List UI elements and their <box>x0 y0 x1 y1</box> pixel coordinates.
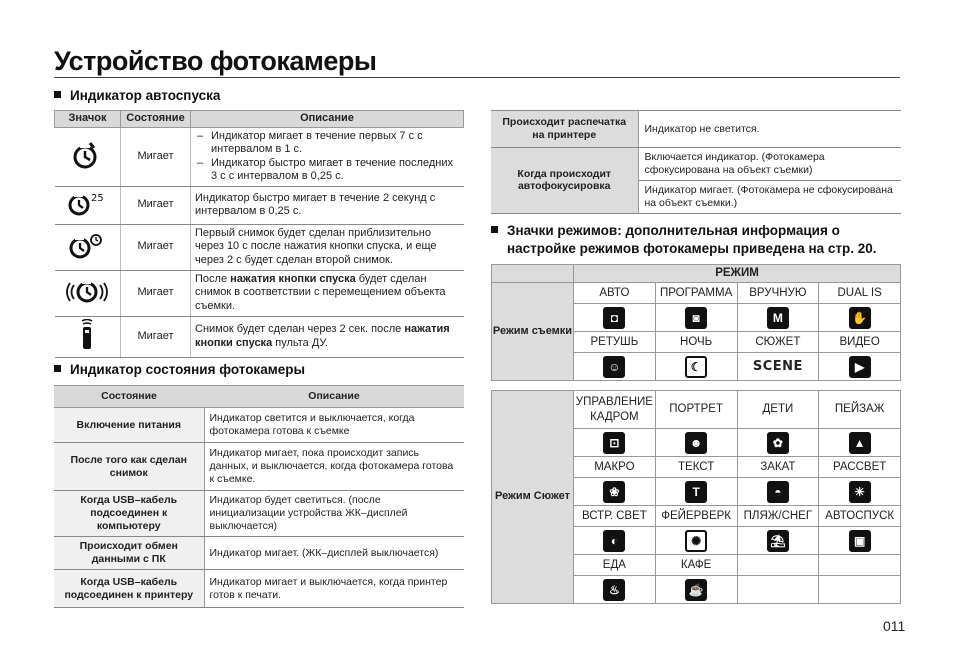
self-timer-table <box>54 110 464 358</box>
motion-timer-icon <box>55 270 121 316</box>
bullet-square-icon <box>54 365 61 372</box>
empty-cell <box>819 555 901 576</box>
bullet-square-icon <box>54 91 61 98</box>
beauty-shot-icon: ☺ <box>603 356 625 378</box>
status-heading: Индикатор состояния фотокамеры <box>54 362 305 377</box>
empty-cell <box>737 576 819 604</box>
table-row: Когда USB–кабель подсоединен к компьютеру Индикатор будет светиться. (после инициализации устройства ЖК–дисплей выключается) <box>54 491 464 537</box>
frame-guide-icon: ⊡ <box>603 432 625 454</box>
shooting-mode-label: Режим съемки <box>492 283 574 381</box>
landscape-icon: ▲ <box>849 432 871 454</box>
page-title: Устройство фотокамеры <box>54 46 377 76</box>
program-mode-icon: ◙ <box>685 307 707 329</box>
col-header-icon: Значок <box>55 111 121 128</box>
table-row: Когда происходит автофокусировка Включается индикатор. (Фотокамера сфокусирована на объект съемки) <box>491 148 901 181</box>
scene-mode-label: Режим Сюжет <box>492 391 574 604</box>
table-row: Включение питания Индикатор светится и выключается, когда фотокамера готова к съемке <box>54 408 464 443</box>
manual-mode-icon: M <box>767 307 789 329</box>
portrait-icon: ☻ <box>685 432 707 454</box>
col-header-status: Состояние <box>54 386 204 408</box>
table-row: 25 Мигает Индикатор быстро мигает в течение 2 секунд с интервалом в 0,25 с. <box>55 186 464 224</box>
self-timer-2s-icon <box>55 186 121 224</box>
svg-text:25: 25 <box>91 192 104 204</box>
self-timer-heading: Индикатор автоспуска <box>54 88 220 103</box>
firework-icon: ✺ <box>685 530 707 552</box>
food-icon: ♨ <box>603 579 625 601</box>
scene-icon: SCENE <box>752 358 803 374</box>
dual-is-icon: ✋ <box>849 307 871 329</box>
movie-icon: ▶ <box>849 356 871 378</box>
scene-mode-table: Режим Сюжет УПРАВЛЕНИЕ КАДРОМ ПОРТРЕТ ДЕТИ ПЕЙЗАЖ ⊡ ☻ ✿ ▲ МАКРО ТЕКСТ ЗАКАТ РАССВЕТ ❀ T ◓ ☀ ВСТР. СВЕТ ФЕЙЕРВЕРК ПЛЯЖ/СНЕГ АВТОСПУСК ◐ ✺ ⛱ ▣ ЕДА КАФЕ ♨ ☕ <box>491 390 901 604</box>
empty-cell <box>819 576 901 604</box>
page-number: 011 <box>883 618 906 634</box>
auto-mode-icon: ◘ <box>603 307 625 329</box>
status-table <box>54 385 464 608</box>
table-row: Мигает После нажатия кнопки спуска будет сделан снимок в соответствии с перемещением объекта съемки. <box>55 270 464 316</box>
col-header-state: Состояние <box>121 111 191 128</box>
bullet-square-icon <box>491 226 498 233</box>
table-row: Мигает – Индикатор мигает в течение первых 7 с с интервалом в 1 с. – Индикатор быстро мигает в течение последних 3 с с интервалом в 0,25 с. <box>55 128 464 187</box>
empty-cell <box>737 555 819 576</box>
backlight-icon: ◐ <box>603 530 625 552</box>
text-icon: T <box>685 481 707 503</box>
table-row: Мигает Снимок будет сделан через 2 сек. после нажатия кнопки спуска пульта ДУ. <box>55 316 464 357</box>
remote-control-icon <box>55 316 121 357</box>
modes-heading: Значки режимов: дополнительная информация о настройке режимов фотокамеры приведена на стр. 20. <box>491 222 877 257</box>
table-row: Когда USB–кабель подсоединен к принтеру Индикатор мигает и выключается, когда принтер готов к печати. <box>54 570 464 608</box>
col-header-desc: Описание <box>204 386 464 408</box>
table-row: Происходит обмен данными с ПК Индикатор мигает. (ЖК–дисплей выключается) <box>54 537 464 570</box>
self-timer-10s-icon <box>55 128 121 187</box>
mode-header: РЕЖИМ <box>574 265 901 283</box>
table-row: Мигает Первый снимок будет сделан приблизительно через 10 с после нажатия кнопки спуска, и еще через 2 с будет сделан второй снимок. <box>55 224 464 270</box>
night-mode-icon: ☾ <box>685 356 707 378</box>
children-icon: ✿ <box>767 432 789 454</box>
col-header-desc: Описание <box>191 111 464 128</box>
dawn-icon: ☀ <box>849 481 871 503</box>
table-row: Индикатор мигает. (Фотокамера не сфокусирована на объект съемки.) <box>491 180 901 213</box>
table-row: Происходит распечатка на принтере Индикатор не светится. <box>491 111 901 148</box>
title-rule <box>54 77 900 78</box>
cafe-icon: ☕ <box>685 579 707 601</box>
macro-icon: ❀ <box>603 481 625 503</box>
diagonal-header-cell <box>492 265 574 283</box>
sunset-icon: ◓ <box>767 481 789 503</box>
beach-snow-icon: ⛱ <box>767 530 789 552</box>
self-shot-icon: ▣ <box>849 530 871 552</box>
shooting-mode-table: РЕЖИМ Режим съемки АВТО ПРОГРАММА ВРУЧНУЮ DUAL IS ◘ ◙ M ✋ РЕТУШЬ НОЧЬ СЮЖЕТ ВИДЕО ☺ ☾ SCENE ▶ <box>491 264 901 381</box>
double-self-timer-icon <box>55 224 121 270</box>
table-row: После того как сделан снимок Индикатор мигает, пока происходит запись данных, и выключается, когда фотокамера готова к съемке. <box>54 443 464 491</box>
status-cont-table <box>491 110 901 214</box>
